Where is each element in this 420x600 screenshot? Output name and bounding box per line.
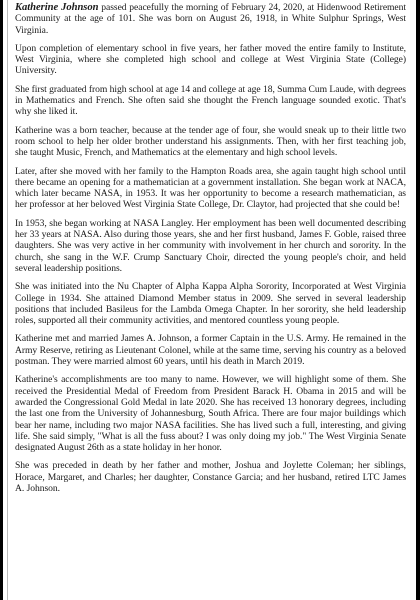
paragraph-4: Katherine was a born teacher, because at the tender age of four, she would sneak up to their little two room school to help her older brother understand his assignments. Then, with her first teaching job, she taught Music, French, and Mathematics at the elementary and high school levels. (15, 124, 406, 159)
paragraph-10: She was preceded in death by her father and mother, Joshua and Joylette Coleman; her siblings, Horace, Margaret, and Charles; her daughter, Constance Garcia; and her husband, retired LTC James A. Johnson. (15, 460, 406, 494)
paragraph-3: She first graduated from high school at age 14 and college at age 18, Summa Cum Laude, with degrees in Mathematics and French. She often said she thought the French language sounded exotic. That's why she liked it. (15, 83, 406, 118)
obituary-article (15, 0, 406, 494)
paragraph-1-text: passed peacefully the morning of February 24, 2020, at Hidenwood Retirement Community at the age of 101. She was born on August 26, 1918, in White Sulphur Springs, West Virginia. (15, 2, 407, 36)
paragraph-1 (15, 2, 406, 36)
paragraph-8: Katherine met and married James A. Johnson, a former Captain in the U.S. Army. He remained in the Army Reserve, retiring as Lieutenant Colonel, while at the same time, serving his country as a beloved postman. They were married almost 60 years, until his death in March 2019. (15, 333, 406, 368)
decedent-name: Katherine Johnson (15, 2, 99, 13)
paragraph-6: In 1953, she began working at NASA Langley. Her employment has been well documented describing her 33 years at NASA. Also during those years, she and her first husband, James F. Goble, raised three daughters. She was very active in her community with involvement in her church and sorority. In the church, she sang in the W.F. Crump Sanctuary Choir, directed the young people's choir, and held several leadership positions. (15, 217, 406, 274)
paragraph-2: Upon completion of elementary school in five years, her father moved the entire family to Institute, West Virginia, where she completed high school and college at West Virginia State (College) University. (15, 42, 406, 77)
paragraph-7: She was initiated into the Nu Chapter of Alpha Kappa Alpha Sorority, Incorporated at West Virginia College in 1934. She attained Diamond Member status in 2009. She served in several leadership positions that included Basileus for the Lambda Omega Chapter. In her sorority, she held leadership roles, supported all their community activities, and mentored countless young people. (15, 281, 406, 327)
paragraph-9: Katherine's accomplishments are too many to name. However, we will highlight some of them. She received the Presidential Medal of Freedom from President Barack H. Obama in 2015 and will be awarded the Congressional Gold Medal in late 2020. She has received 13 honorary degrees, including the last one from the University of Johannesburg, South Africa. There are four major buildings which bear her name, including two major NASA facilities. She has lived such a full, interesting, and giving life. She said simply, "What is all the fuss about? I was only doing my job." The West Virginia Senate designated August 26th as a state holiday in her honor. (15, 374, 406, 454)
paragraph-5: Later, after she moved with her family to the Hampton Roads area, she again taught high school until there became an opening for a mathematician at a government installation. She began work at NACA, which later became NASA, in 1953. It was her opportunity to become a research mathematician, as her professor at her beloved West Virginia State College, Dr. Claytor, had projected that she could be! (15, 165, 406, 211)
